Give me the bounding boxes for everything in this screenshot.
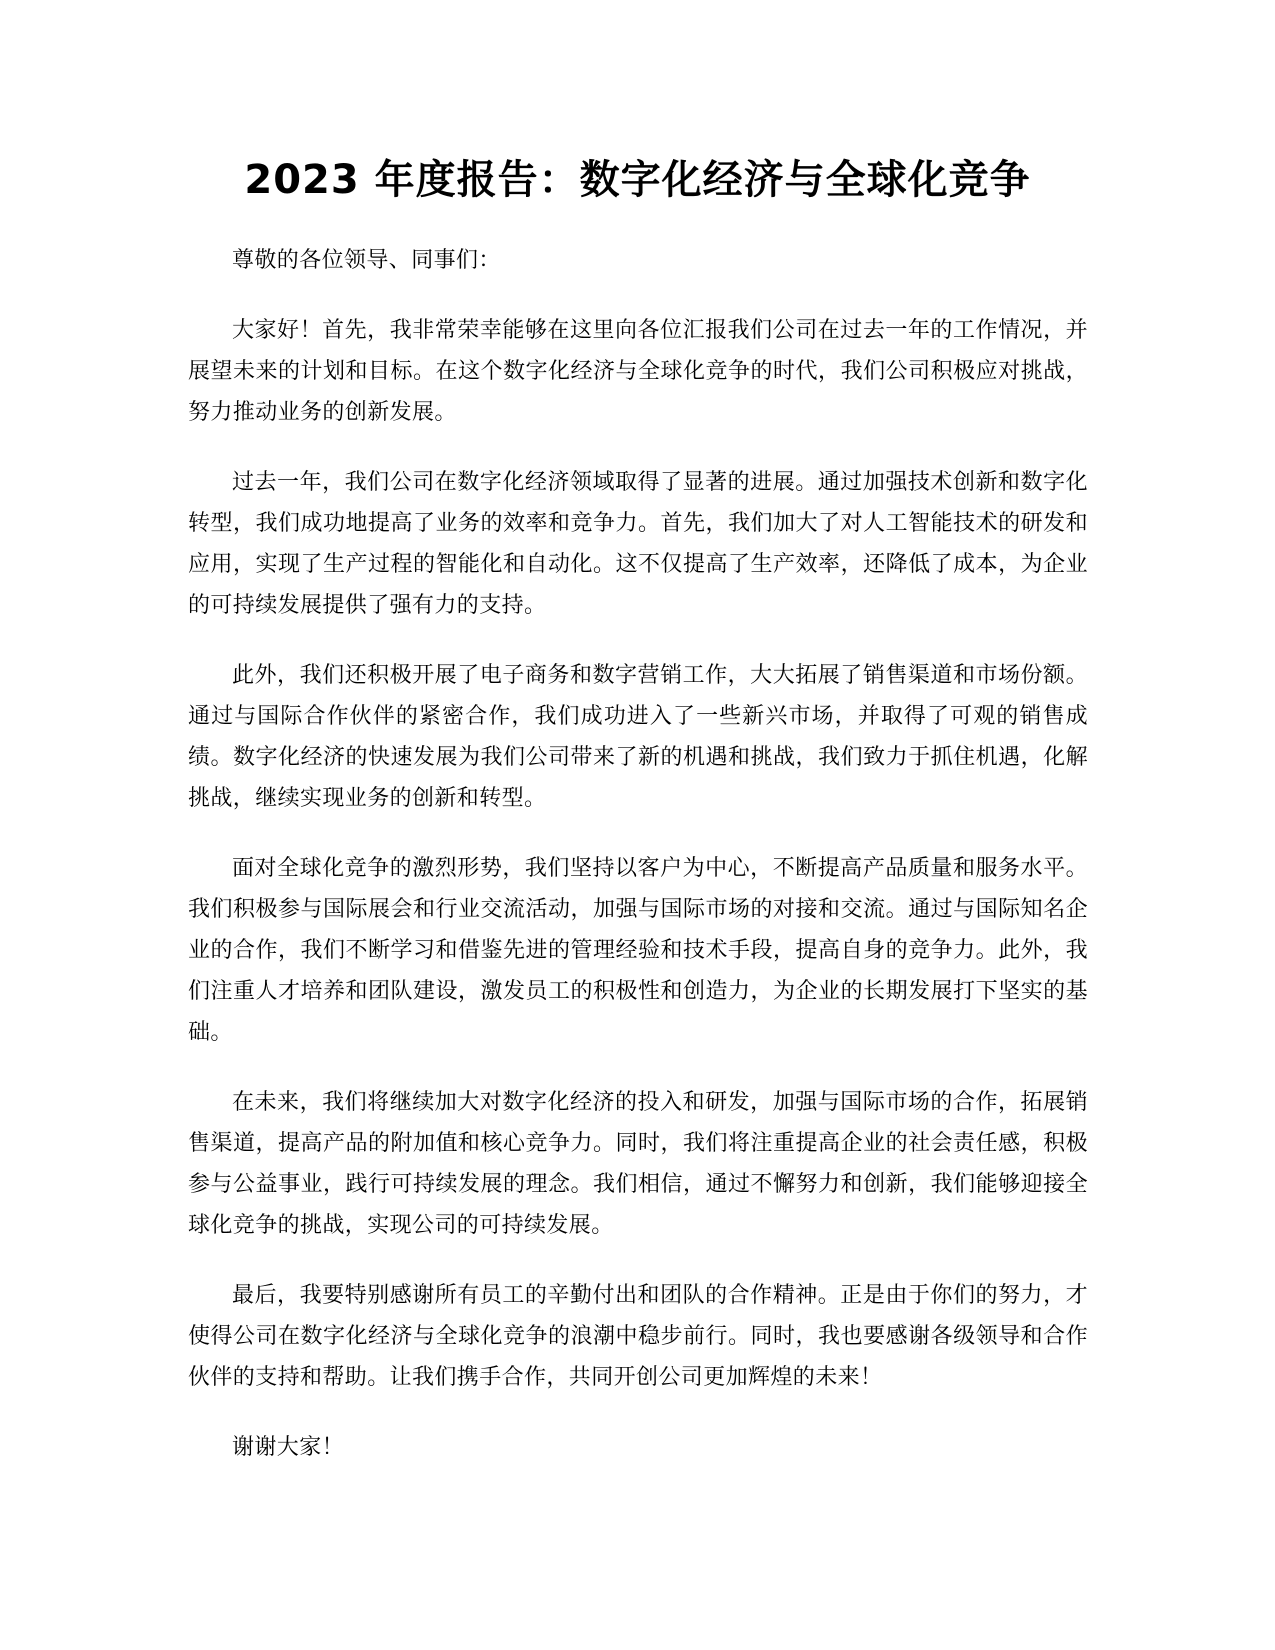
globalization-paragraph: 面对全球化竞争的激烈形势，我们坚持以客户为中心，不断提高产品质量和服务水平。我们积极参与国际展会和行业交流活动，加强与国际市场的对接和交流。通过与国际知名企业的合作，我们不断学习和借鉴先进的管理经验和技术手段，提高自身的竞争力。此外，我们注重人才培养和团队建设，激发员工的积极性和创造力，为企业的长期发展打下坚实的基础。 [188,856,1088,1045]
document-body [188,240,1088,1497]
salutation-paragraph: 尊敬的各位领导、同事们： [232,248,501,273]
ecommerce-paragraph: 此外，我们还积极开展了电子商务和数字营销工作，大大拓展了销售渠道和市场份额。通过与国际合作伙伴的紧密合作，我们成功进入了一些新兴市场，并取得了可观的销售成绩。数字化经济的快速发展为我们公司带来了新的机遇和挑战，我们致力于抓住机遇，化解挑战，继续实现业务的创新和转型。 [188,663,1088,811]
closing-paragraph: 谢谢大家！ [232,1435,345,1460]
thanks-paragraph: 最后，我要特别感谢所有员工的辛勤付出和团队的合作精神。正是由于你们的努力，才使得公司在数字化经济与全球化竞争的浪潮中稳步前行。同时，我也要感谢各级领导和合作伙伴的支持和帮助。让我们携手合作，共同开创公司更加辉煌的未来！ [188,1283,1088,1390]
document-title: 2023 年度报告：数字化经济与全球化竞争 [244,157,1031,203]
future-plan-paragraph: 在未来，我们将继续加大对数字化经济的投入和研发，加强与国际市场的合作，拓展销售渠道，提高产品的附加值和核心竞争力。同时，我们将注重提高企业的社会责任感，积极参与公益事业，践行可持续发展的理念。我们相信，通过不懈努力和创新，我们能够迎接全球化竞争的挑战，实现公司的可持续发展。 [188,1090,1088,1238]
intro-paragraph: 大家好！首先，我非常荣幸能够在这里向各位汇报我们公司在过去一年的工作情况，并展望未来的计划和目标。在这个数字化经济与全球化竞争的时代，我们公司积极应对挑战，努力推动业务的创新发展。 [188,318,1088,425]
digital-progress-paragraph: 过去一年，我们公司在数字化经济领域取得了显著的进展。通过加强技术创新和数字化转型，我们成功地提高了业务的效率和竞争力。首先，我们加大了对人工智能技术的研发和应用，实现了生产过程的智能化和自动化。这不仅提高了生产效率，还降低了成本，为企业的可持续发展提供了强有力的支持。 [188,470,1088,618]
